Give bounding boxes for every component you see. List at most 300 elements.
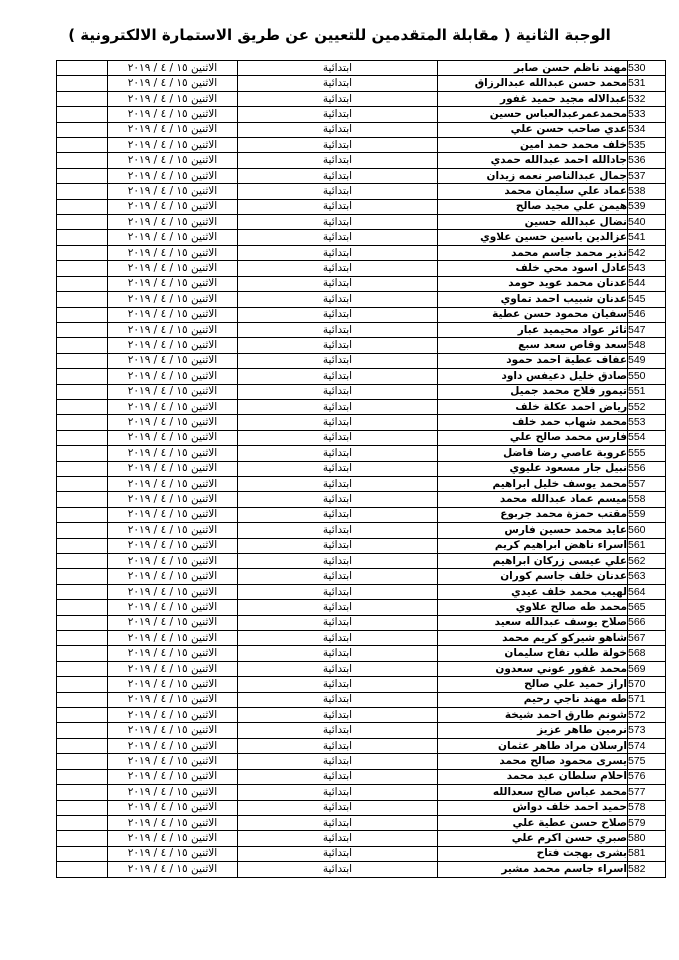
row-number: 534 [628,122,666,137]
row-number: 572 [628,708,666,723]
row-number: 561 [628,538,666,553]
table-row [57,122,666,137]
applicant-name: حميد احمد خلف دواش [438,800,628,815]
table-row [57,153,666,168]
empty-cell [57,122,108,137]
table-row [57,138,666,153]
row-number: 571 [628,692,666,707]
school-level: ابتدائية [238,631,438,646]
school-level: ابتدائية [238,138,438,153]
interview-date: الاثنين ١٥ / ٤ / ٢٠١٩ [108,769,238,784]
interview-date: الاثنين ١٥ / ٤ / ٢٠١٩ [108,107,238,122]
applicant-name: صلاح يوسف عبدالله سعيد [438,615,628,630]
interview-date: الاثنين ١٥ / ٤ / ٢٠١٩ [108,708,238,723]
interview-date: الاثنين ١٥ / ٤ / ٢٠١٩ [108,76,238,91]
row-number: 535 [628,138,666,153]
table-row [57,569,666,584]
school-level: ابتدائية [238,461,438,476]
interview-date: الاثنين ١٥ / ٤ / ٢٠١٩ [108,831,238,846]
empty-cell [57,523,108,538]
row-number: 553 [628,415,666,430]
applicants-table-body [57,61,666,878]
interview-date: الاثنين ١٥ / ٤ / ٢٠١٩ [108,153,238,168]
interview-date: الاثنين ١٥ / ٤ / ٢٠١٩ [108,492,238,507]
empty-cell [57,846,108,861]
school-level: ابتدائية [238,538,438,553]
applicant-name: بشرى بهجت فتاح [438,846,628,861]
row-number: 559 [628,507,666,522]
empty-cell [57,338,108,353]
interview-date: الاثنين ١٥ / ٤ / ٢٠١٩ [108,507,238,522]
empty-cell [57,538,108,553]
row-number: 539 [628,199,666,214]
interview-date: الاثنين ١٥ / ٤ / ٢٠١٩ [108,646,238,661]
interview-date: الاثنين ١٥ / ٤ / ٢٠١٩ [108,600,238,615]
empty-cell [57,369,108,384]
school-level: ابتدائية [238,785,438,800]
empty-cell [57,61,108,76]
applicant-name: صلاح حسن عطية علي [438,815,628,830]
row-number: 560 [628,523,666,538]
table-row [57,307,666,322]
row-number: 537 [628,168,666,183]
school-level: ابتدائية [238,446,438,461]
table-row [57,61,666,76]
empty-cell [57,430,108,445]
interview-date: الاثنين ١٥ / ٤ / ٢٠١٩ [108,569,238,584]
empty-cell [57,800,108,815]
row-number: 565 [628,600,666,615]
empty-cell [57,723,108,738]
school-level: ابتدائية [238,754,438,769]
table-row [57,245,666,260]
table-row [57,554,666,569]
table-row [57,646,666,661]
empty-cell [57,769,108,784]
applicant-name: شاهو شيركو كريم محمد [438,631,628,646]
interview-date: الاثنين ١٥ / ٤ / ٢٠١٩ [108,307,238,322]
row-number: 543 [628,261,666,276]
school-level: ابتدائية [238,846,438,861]
table-row [57,738,666,753]
school-level: ابتدائية [238,215,438,230]
empty-cell [57,230,108,245]
interview-date: الاثنين ١٥ / ٤ / ٢٠١٩ [108,677,238,692]
applicant-name: محمد طه صالح علاوي [438,600,628,615]
row-number: 557 [628,476,666,491]
applicant-name: عماد علي سليمان محمد [438,184,628,199]
interview-date: الاثنين ١٥ / ٤ / ٢٠١٩ [108,122,238,137]
row-number: 550 [628,369,666,384]
school-level: ابتدائية [238,107,438,122]
interview-date: الاثنين ١٥ / ٤ / ٢٠١٩ [108,399,238,414]
empty-cell [57,446,108,461]
school-level: ابتدائية [238,322,438,337]
applicant-name: عبدالاله مجيد حميد غفور [438,91,628,106]
row-number: 563 [628,569,666,584]
row-number: 531 [628,76,666,91]
school-level: ابتدائية [238,507,438,522]
table-row [57,754,666,769]
applicant-name: علي عيسى زركان ابراهيم [438,554,628,569]
empty-cell [57,600,108,615]
applicant-name: مهند ناظم حسن صابر [438,61,628,76]
applicant-name: عدنان خلف جاسم كوران [438,569,628,584]
interview-date: الاثنين ١٥ / ٤ / ٢٠١٩ [108,369,238,384]
interview-date: الاثنين ١٥ / ٤ / ٢٠١٩ [108,738,238,753]
empty-cell [57,692,108,707]
school-level: ابتدائية [238,692,438,707]
school-level: ابتدائية [238,199,438,214]
table-row [57,492,666,507]
applicant-name: عدنان شبيب احمد تماوي [438,292,628,307]
row-number: 556 [628,461,666,476]
interview-date: الاثنين ١٥ / ٤ / ٢٠١٩ [108,184,238,199]
row-number: 555 [628,446,666,461]
school-level: ابتدائية [238,800,438,815]
interview-date: الاثنين ١٥ / ٤ / ٢٠١٩ [108,292,238,307]
table-row [57,461,666,476]
applicant-name: عفاف عطية احمد حمود [438,353,628,368]
applicant-name: محمد حسن عبدالله عبدالرزاق [438,76,628,91]
table-row [57,692,666,707]
table-row [57,446,666,461]
empty-cell [57,307,108,322]
applicant-name: نبيل جار مسعود عليوي [438,461,628,476]
school-level: ابتدائية [238,399,438,414]
row-number: 541 [628,230,666,245]
table-row [57,800,666,815]
applicant-name: محمدعمرعبدالعباس حسين [438,107,628,122]
empty-cell [57,76,108,91]
interview-date: الاثنين ١٥ / ٤ / ٢٠١٩ [108,754,238,769]
table-row [57,276,666,291]
school-level: ابتدائية [238,369,438,384]
school-level: ابتدائية [238,523,438,538]
row-number: 573 [628,723,666,738]
interview-date: الاثنين ١٥ / ٤ / ٢٠١٩ [108,846,238,861]
applicant-name: طه مهند ناجي رحيم [438,692,628,707]
applicant-name: مقتب حمزة محمد جربوع [438,507,628,522]
row-number: 532 [628,91,666,106]
empty-cell [57,492,108,507]
empty-cell [57,184,108,199]
school-level: ابتدائية [238,338,438,353]
row-number: 567 [628,631,666,646]
applicant-name: محمد يوسف خليل ابراهيم [438,476,628,491]
table-row [57,615,666,630]
row-number: 568 [628,646,666,661]
table-row [57,815,666,830]
table-row [57,785,666,800]
interview-date: الاثنين ١٥ / ٤ / ٢٠١٩ [108,91,238,106]
row-number: 548 [628,338,666,353]
applicant-name: سفيان محمود حسن عطية [438,307,628,322]
table-row [57,708,666,723]
school-level: ابتدائية [238,708,438,723]
table-row [57,199,666,214]
row-number: 538 [628,184,666,199]
applicant-name: عزالدين ياسين حسين علاوي [438,230,628,245]
interview-date: الاثنين ١٥ / ٤ / ٢٠١٩ [108,61,238,76]
school-level: ابتدائية [238,76,438,91]
applicant-name: لهيب محمد خلف عيدي [438,584,628,599]
table-row [57,584,666,599]
empty-cell [57,831,108,846]
interview-date: الاثنين ١٥ / ٤ / ٢٠١٩ [108,230,238,245]
table-row [57,384,666,399]
school-level: ابتدائية [238,168,438,183]
interview-date: الاثنين ١٥ / ٤ / ٢٠١٩ [108,785,238,800]
school-level: ابتدائية [238,646,438,661]
applicant-name: يسرى محمود صالح محمد [438,754,628,769]
empty-cell [57,738,108,753]
applicant-name: صبري حسن اكرم علي [438,831,628,846]
applicant-name: رياض احمد عكلة خلف [438,399,628,414]
school-level: ابتدائية [238,831,438,846]
table-row [57,631,666,646]
empty-cell [57,215,108,230]
empty-cell [57,353,108,368]
school-level: ابتدائية [238,384,438,399]
school-level: ابتدائية [238,862,438,877]
empty-cell [57,862,108,877]
school-level: ابتدائية [238,723,438,738]
row-number: 566 [628,615,666,630]
table-row [57,769,666,784]
applicant-name: اسراء جاسم محمد مشير [438,862,628,877]
table-row [57,415,666,430]
applicants-table [56,60,666,878]
row-number: 530 [628,61,666,76]
interview-date: الاثنين ١٥ / ٤ / ٢٠١٩ [108,276,238,291]
empty-cell [57,292,108,307]
applicant-name: سعد وقاص سعد سبع [438,338,628,353]
row-number: 545 [628,292,666,307]
row-number: 533 [628,107,666,122]
school-level: ابتدائية [238,554,438,569]
table-row [57,846,666,861]
school-level: ابتدائية [238,738,438,753]
table-row [57,184,666,199]
empty-cell [57,261,108,276]
row-number: 575 [628,754,666,769]
school-level: ابتدائية [238,91,438,106]
row-number: 551 [628,384,666,399]
empty-cell [57,138,108,153]
applicant-name: محمد عباس صالح سعدالله [438,785,628,800]
school-level: ابتدائية [238,476,438,491]
row-number: 549 [628,353,666,368]
table-row [57,322,666,337]
row-number: 547 [628,322,666,337]
school-level: ابتدائية [238,230,438,245]
applicant-name: نرمين طاهر عزيز [438,723,628,738]
interview-date: الاثنين ١٥ / ٤ / ٢٠١٩ [108,692,238,707]
school-level: ابتدائية [238,276,438,291]
empty-cell [57,507,108,522]
table-row [57,107,666,122]
applicant-name: عدنان محمد عويد حومد [438,276,628,291]
row-number: 542 [628,245,666,260]
empty-cell [57,661,108,676]
applicant-name: عايد محمد حسين فارس [438,523,628,538]
empty-cell [57,168,108,183]
empty-cell [57,569,108,584]
empty-cell [57,677,108,692]
table-row [57,430,666,445]
applicant-name: ارسلان مراد طاهر عثمان [438,738,628,753]
empty-cell [57,91,108,106]
table-row [57,538,666,553]
table-row [57,230,666,245]
row-number: 570 [628,677,666,692]
empty-cell [57,415,108,430]
interview-date: الاثنين ١٥ / ٤ / ٢٠١٩ [108,554,238,569]
applicant-name: خلف محمد حمد امين [438,138,628,153]
table-row [57,369,666,384]
empty-cell [57,384,108,399]
row-number: 578 [628,800,666,815]
applicant-name: محمد غفور عوني سعدون [438,661,628,676]
school-level: ابتدائية [238,184,438,199]
school-level: ابتدائية [238,661,438,676]
row-number: 569 [628,661,666,676]
interview-date: الاثنين ١٥ / ٤ / ٢٠١٩ [108,338,238,353]
row-number: 574 [628,738,666,753]
applicant-name: اراز حميد علي صالح [438,677,628,692]
empty-cell [57,615,108,630]
applicant-name: ثائر عواد محيميد عبار [438,322,628,337]
school-level: ابتدائية [238,245,438,260]
table-row [57,661,666,676]
table-row [57,338,666,353]
row-number: 552 [628,399,666,414]
school-level: ابتدائية [238,261,438,276]
school-level: ابتدائية [238,415,438,430]
applicant-name: نضال عبدالله حسين [438,215,628,230]
applicant-name: تيمور فلاح محمد جميل [438,384,628,399]
row-number: 558 [628,492,666,507]
applicant-name: هيمن علي مجيد صالح [438,199,628,214]
interview-date: الاثنين ١٥ / ٤ / ٢٠١٩ [108,523,238,538]
interview-date: الاثنين ١٥ / ٤ / ٢٠١٩ [108,215,238,230]
empty-cell [57,107,108,122]
table-row [57,723,666,738]
school-level: ابتدائية [238,292,438,307]
table-row [57,292,666,307]
interview-date: الاثنين ١٥ / ٤ / ٢٠١٩ [108,461,238,476]
row-number: 580 [628,831,666,846]
interview-date: الاثنين ١٥ / ٤ / ٢٠١٩ [108,138,238,153]
school-level: ابتدائية [238,815,438,830]
empty-cell [57,785,108,800]
empty-cell [57,461,108,476]
school-level: ابتدائية [238,430,438,445]
interview-date: الاثنين ١٥ / ٤ / ٢٠١٩ [108,245,238,260]
applicant-name: عدي صاحب حسن علي [438,122,628,137]
school-level: ابتدائية [238,353,438,368]
table-row [57,76,666,91]
school-level: ابتدائية [238,769,438,784]
table-row [57,399,666,414]
table-row [57,507,666,522]
interview-date: الاثنين ١٥ / ٤ / ٢٠١٩ [108,815,238,830]
school-level: ابتدائية [238,153,438,168]
school-level: ابتدائية [238,307,438,322]
interview-date: الاثنين ١٥ / ٤ / ٢٠١٩ [108,199,238,214]
table-row [57,353,666,368]
table-row [57,168,666,183]
school-level: ابتدائية [238,569,438,584]
interview-date: الاثنين ١٥ / ٤ / ٢٠١٩ [108,723,238,738]
table-row [57,677,666,692]
row-number: 536 [628,153,666,168]
applicant-name: جمال عبدالناصر نعمه زيدان [438,168,628,183]
school-level: ابتدائية [238,584,438,599]
school-level: ابتدائية [238,677,438,692]
table-row [57,215,666,230]
empty-cell [57,322,108,337]
interview-date: الاثنين ١٥ / ٤ / ٢٠١٩ [108,476,238,491]
row-number: 540 [628,215,666,230]
empty-cell [57,399,108,414]
interview-date: الاثنين ١٥ / ٤ / ٢٠١٩ [108,261,238,276]
empty-cell [57,476,108,491]
applicant-name: اسراء ناهض ابراهيم كريم [438,538,628,553]
applicant-name: فارس محمد صالح علي [438,430,628,445]
row-number: 554 [628,430,666,445]
page-title: الوجبة الثانية ( مقابلة المتقدمين للتعيين عن طريق الاستمارة الالكترونية ) [68,26,611,44]
interview-date: الاثنين ١٥ / ٤ / ٢٠١٩ [108,446,238,461]
empty-cell [57,584,108,599]
row-number: 564 [628,584,666,599]
empty-cell [57,708,108,723]
table-row [57,523,666,538]
row-number: 576 [628,769,666,784]
empty-cell [57,245,108,260]
empty-cell [57,554,108,569]
row-number: 581 [628,846,666,861]
applicant-name: جادالله احمد عبدالله حمدي [438,153,628,168]
row-number: 579 [628,815,666,830]
applicant-name: محمد شهاب حمد خلف [438,415,628,430]
school-level: ابتدائية [238,122,438,137]
school-level: ابتدائية [238,615,438,630]
interview-date: الاثنين ١٥ / ٤ / ٢٠١٩ [108,384,238,399]
row-number: 562 [628,554,666,569]
interview-date: الاثنين ١٥ / ٤ / ٢٠١٩ [108,800,238,815]
table-row [57,600,666,615]
interview-date: الاثنين ١٥ / ٤ / ٢٠١٩ [108,430,238,445]
school-level: ابتدائية [238,61,438,76]
interview-date: الاثنين ١٥ / ٤ / ٢٠١٩ [108,538,238,553]
interview-date: الاثنين ١٥ / ٤ / ٢٠١٩ [108,631,238,646]
school-level: ابتدائية [238,492,438,507]
applicant-name: احلام سلطان عبد محمد [438,769,628,784]
row-number: 577 [628,785,666,800]
table-row [57,862,666,877]
table-row [57,831,666,846]
empty-cell [57,276,108,291]
interview-date: الاثنين ١٥ / ٤ / ٢٠١٩ [108,584,238,599]
applicant-name: شونم طارق احمد شيخة [438,708,628,723]
empty-cell [57,199,108,214]
interview-date: الاثنين ١٥ / ٤ / ٢٠١٩ [108,615,238,630]
row-number: 546 [628,307,666,322]
empty-cell [57,754,108,769]
school-level: ابتدائية [238,600,438,615]
